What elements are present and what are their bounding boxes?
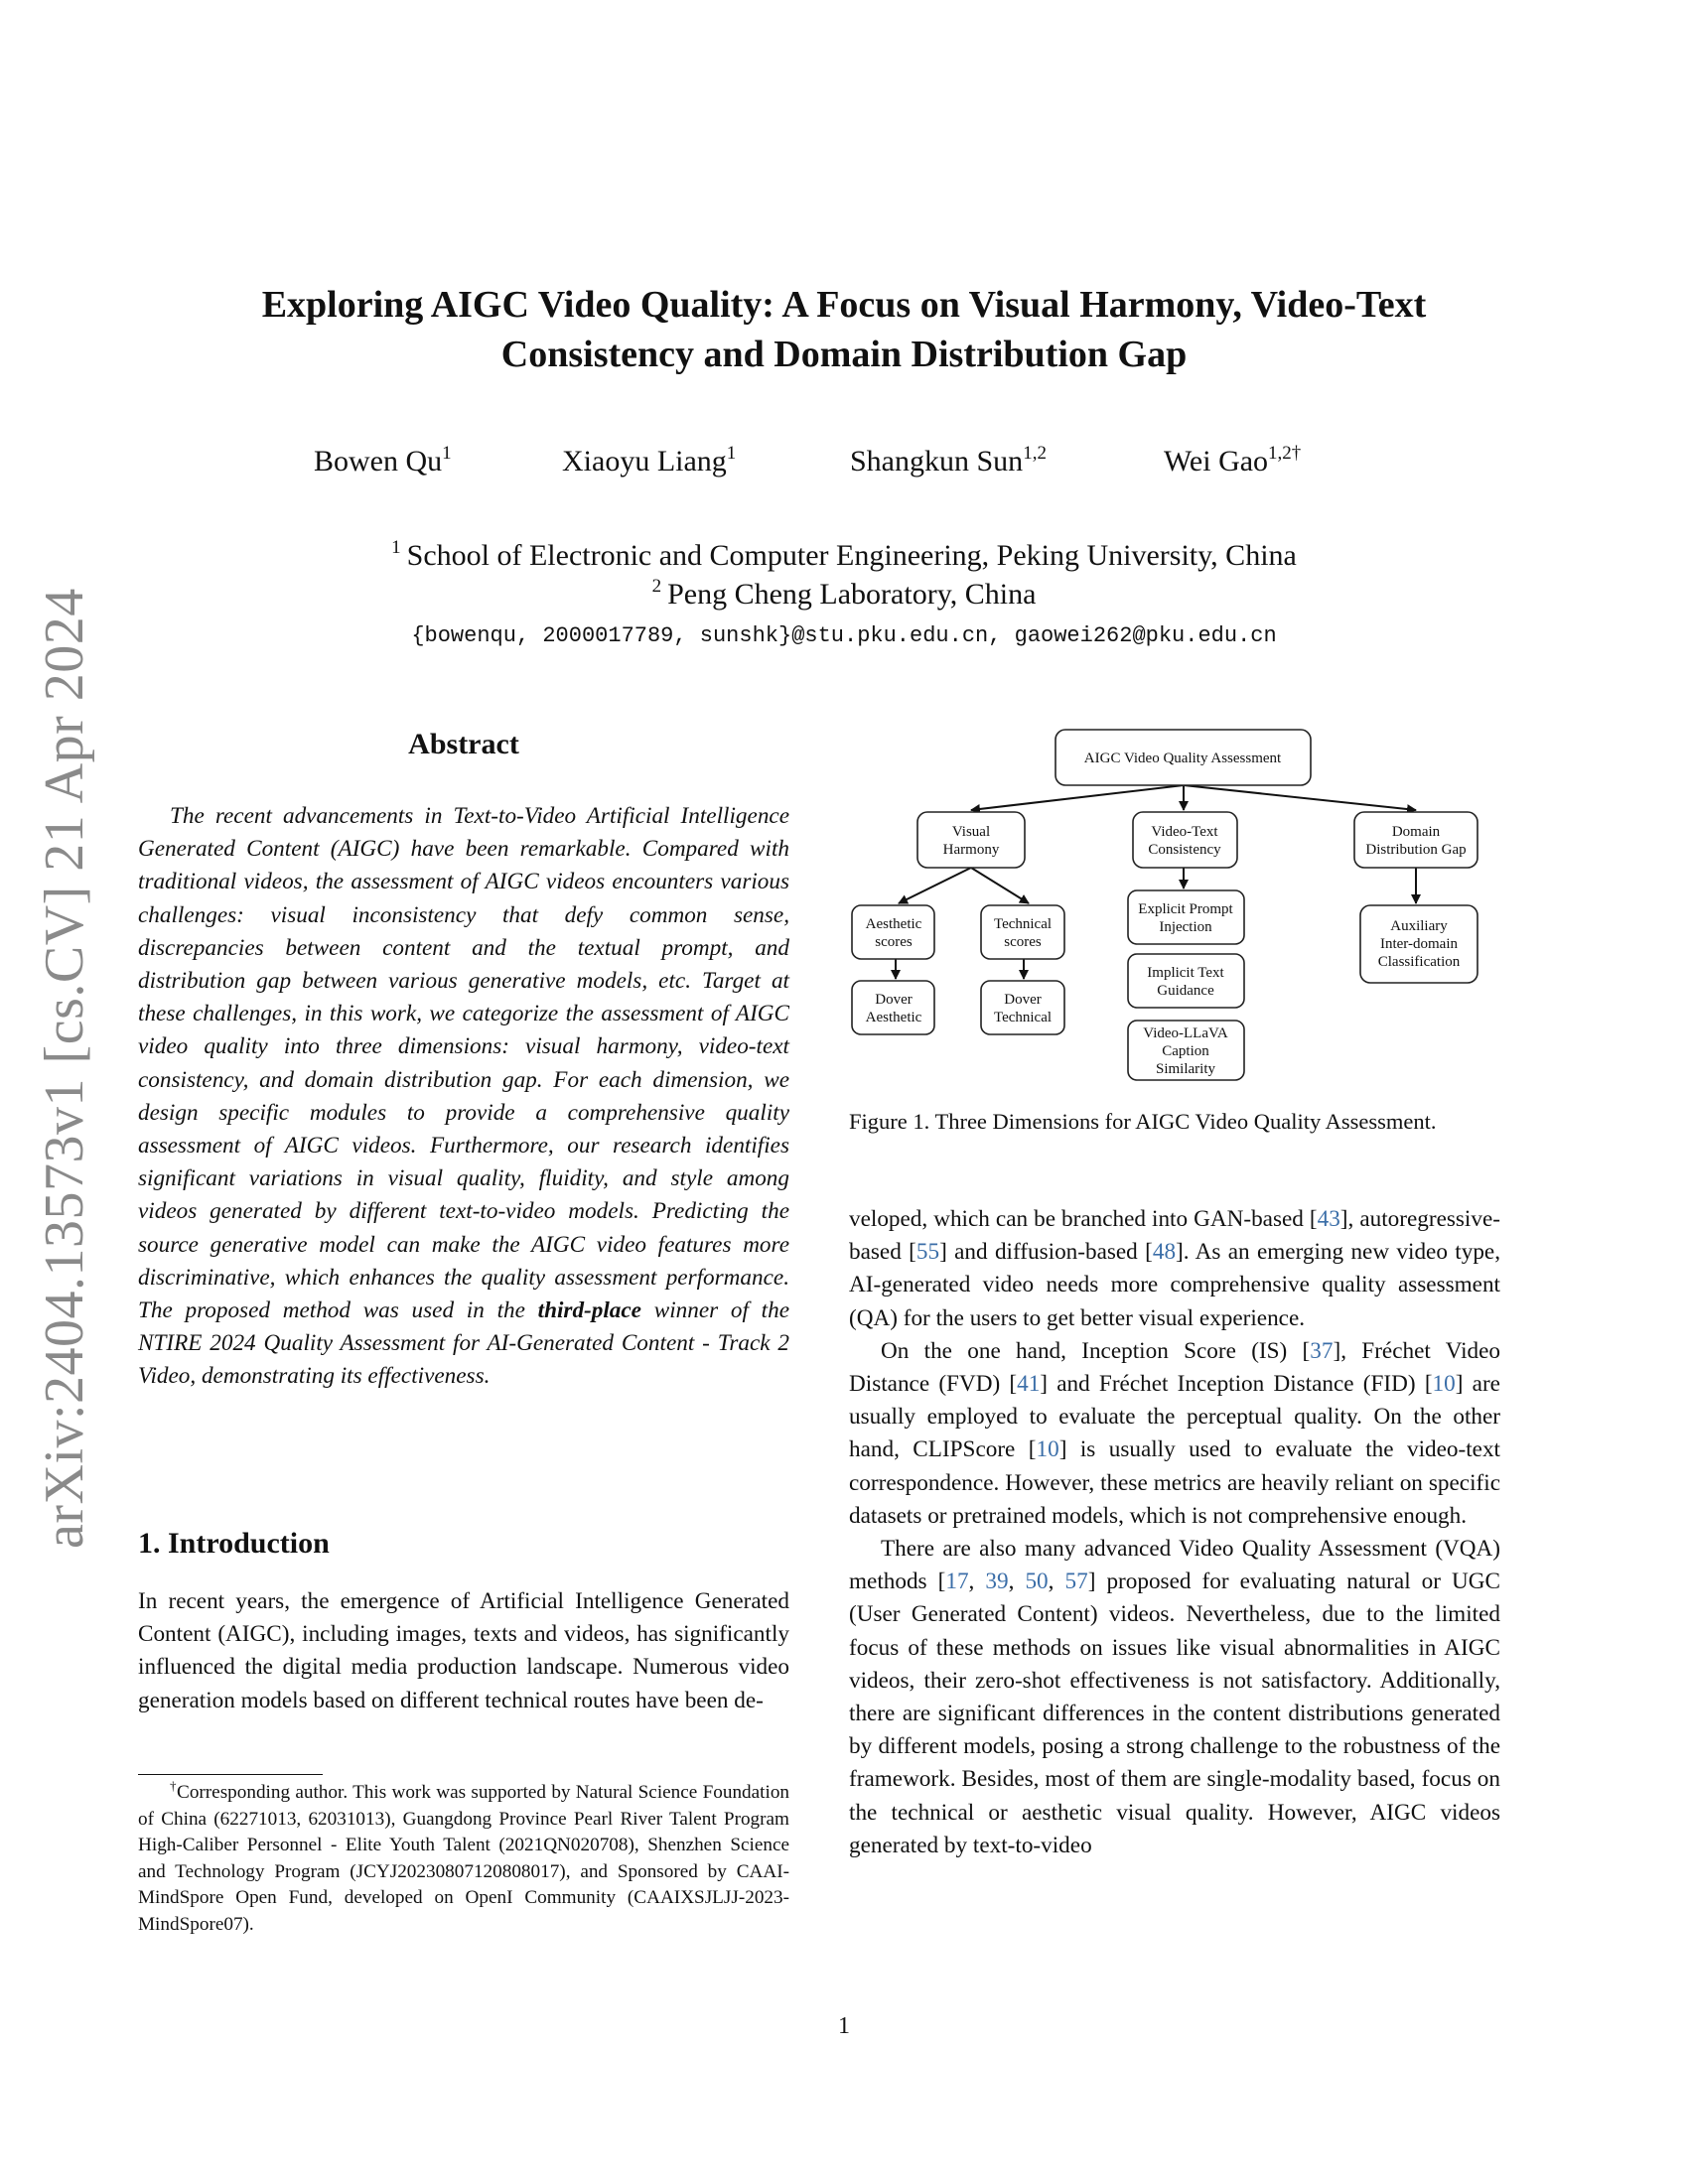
citation-link[interactable]: 41 — [1017, 1371, 1041, 1398]
node-dover-technical — [981, 981, 1064, 1034]
svg-text:Video-Text: Video-Text — [1151, 824, 1218, 840]
svg-text:Classification: Classification — [1377, 954, 1461, 970]
node-technical-scores — [981, 905, 1064, 959]
svg-text:Similarity: Similarity — [1156, 1061, 1215, 1077]
node-aesthetic-scores — [852, 905, 934, 959]
node-dover-aesthetic — [852, 981, 934, 1034]
author: Shangkun Sun$^{1,2}$ — [850, 443, 1047, 478]
citation-link[interactable]: 57 — [1064, 1569, 1088, 1595]
author-emails: {bowenqu, 2000017789, sunshk}@stu.pku.edu.cn, gaowei262@pku.edu.cn — [411, 623, 1277, 648]
citation-link[interactable]: 10 — [1036, 1436, 1059, 1463]
svg-text:Caption: Caption — [1162, 1043, 1209, 1059]
intro-paragraph: On the one hand, Inception Score (IS) [37], Fréchet Video Distance (FVD) [41] and Fréchet Inception Distance (FID) [10] are usually employed to evaluate the perceptual quality. On the other hand, CLIPScore [10] is usually used to evaluate the video-text correspondence. However, these metrics are heavily reliant on specific datasets or pretrained models, which is not comprehensive enough. — [849, 1337, 1500, 1529]
svg-text:Auxiliary: Auxiliary — [1390, 918, 1448, 934]
svg-text:Technical: Technical — [993, 916, 1053, 932]
node-domain-distribution-gap — [1354, 812, 1477, 868]
affiliation: $^2$ Peng Cheng Laboratory, China — [651, 576, 1037, 611]
node-auxiliary-inter-domain-classification — [1360, 905, 1477, 983]
author: Xiaoyu Liang$^1$ — [562, 443, 737, 478]
author: Bowen Qu$^1$ — [314, 443, 452, 478]
citation-link[interactable]: 43 — [1317, 1206, 1340, 1232]
arrow-icon — [971, 868, 1029, 903]
abstract-heading: Abstract — [408, 728, 519, 760]
abstract-paragraph: The recent advancements in Text-to-Video Artificial Intelligence Generated Content (AIGC) have been remarkable. Compared with traditional videos, the assessment of AIGC videos encounters various challenges: visual inconsistency that defy common sense, discrepancies between content and the textual prompt, and distribution gap between various generative models, etc. Target at these challenges, in this work, we categorize the assessment of AIGC video quality into three dimensions: visual harmony, video-text consistency, and domain distribution gap. For each dimension, we design specific modules to provide a comprehensive quality assessment of AIGC videos. Furthermore, our research identifies significant variations in visual quality, fluidity, and style among videos generated by different text-to-video models. Predicting the source generative model can make the AIGC video features more discriminative, which enhances the quality assessment performance. The proposed method was used in the third-place winner of the NTIRE 2024 Quality Assessment for AI-Generated Content - Track 2 Video, demonstrating its effectiveness. — [138, 803, 789, 1390]
citation-link[interactable]: 50 — [1025, 1569, 1049, 1595]
svg-text:Consistency: Consistency — [1148, 842, 1221, 858]
section-heading-introduction: 1. Introduction — [138, 1527, 330, 1560]
footnote: †Corresponding author. This work was supported by Natural Science Foundation of China (62271013, 62031013), Guangdong Province Pearl River Talent Program High-Caliber Personnel - Elite Youth Talent (2021QN020708), Shenzhen Science and Technology Program (JCYJ20230807120808017), and Sponsored by CAAI-MindSpore Open Fund, developed on OpenI Community (CAAIXSJLJJ-2023-MindSpore07). — [138, 1778, 790, 1935]
svg-text:Aesthetic: Aesthetic — [865, 916, 922, 932]
citation-link[interactable]: 39 — [985, 1569, 1009, 1595]
svg-text:Guidance: Guidance — [1157, 983, 1214, 999]
figure-1-caption: Figure 1. Three Dimensions for AIGC Video Quality Assessment. — [849, 1109, 1437, 1134]
node-video-llava-caption-similarity — [1128, 1021, 1244, 1080]
svg-text:Video-LLaVA: Video-LLaVA — [1143, 1025, 1228, 1041]
svg-text:Inter-domain: Inter-domain — [1379, 936, 1459, 952]
intro-right-column — [849, 1203, 1500, 1862]
title-line-2: Consistency and Domain Distribution Gap — [500, 334, 1188, 375]
title-line-1: Exploring AIGC Video Quality: A Focus on Visual Harmony, Video-Text — [261, 284, 1427, 326]
citation-link[interactable]: 55 — [915, 1239, 940, 1266]
node-video-text-consistency — [1133, 812, 1237, 868]
citation-link[interactable]: 48 — [1152, 1239, 1177, 1266]
arrow-icon — [1184, 785, 1416, 810]
arrow-icon — [899, 868, 971, 903]
svg-text:AIGC Video Quality Assessment: AIGC Video Quality Assessment — [1083, 751, 1282, 766]
svg-text:Dover: Dover — [1004, 992, 1042, 1008]
author: Wei Gao$^{1,2\dagger}$ — [1164, 443, 1302, 478]
citation-link[interactable]: 37 — [1310, 1337, 1334, 1364]
svg-text:Visual: Visual — [951, 824, 991, 840]
node-visual-harmony — [917, 812, 1025, 868]
citation-link[interactable]: 10 — [1432, 1371, 1456, 1398]
citation-link[interactable]: 17 — [945, 1569, 969, 1595]
svg-text:Explicit Prompt: Explicit Prompt — [1138, 901, 1233, 917]
svg-text:Harmony: Harmony — [942, 842, 1000, 858]
svg-text:Technical: Technical — [993, 1010, 1053, 1025]
intro-paragraph: There are also many advanced Video Quality Assessment (VQA) methods [17, 39, 50, 57] proposed for evaluating natural or UGC (User Generated Content) videos. Nevertheless, due to the limited focus of these methods on issues like visual abnormalities in AIGC videos, their zero-shot effectiveness is not satisfactory. Additionally, there are significant differences in the content distributions generated by different models, posing a strong challenge to the robustness of the framework. Besides, most of them are single-modality based, focus on the technical or aesthetic visual quality. However, AIGC videos generated by text-to-video — [849, 1536, 1501, 1858]
intro-paragraph: veloped, which can be branched into GAN-based [43], autoregressive-based [55] and diffusion-based [48]. As an emerging new video type, AI-generated video needs more comprehensive quality assessment (QA) for the users to get better visual experience. — [849, 1206, 1500, 1331]
page-number: 1 — [838, 2013, 850, 2039]
node-implicit-text-guidance — [1128, 954, 1244, 1008]
node-root — [1055, 730, 1311, 785]
affiliation: $^1$ School of Electronic and Computer Engineering, Peking University, China — [391, 537, 1297, 572]
svg-text:Distribution Gap: Distribution Gap — [1365, 842, 1467, 858]
intro-paragraph-left: In recent years, the emergence of Artificial Intelligence Generated Content (AIGC), including images, texts and videos, has significantly influenced the digital media production landscape. Numerous video generation models based on different technical routes have been de- — [138, 1588, 789, 1713]
svg-text:scores: scores — [875, 934, 913, 950]
node-explicit-prompt-injection — [1128, 890, 1244, 944]
svg-text:Implicit Text: Implicit Text — [1147, 965, 1224, 981]
svg-text:Dover: Dover — [875, 992, 913, 1008]
svg-text:Injection: Injection — [1159, 919, 1212, 935]
svg-text:Domain: Domain — [1391, 824, 1441, 840]
arrow-icon — [971, 785, 1184, 810]
arxiv-stamp: arXiv:2404.13573v1 [cs.CV] 21 Apr 2024 — [34, 588, 95, 1549]
svg-text:scores: scores — [1004, 934, 1042, 950]
svg-text:Aesthetic: Aesthetic — [865, 1010, 922, 1025]
